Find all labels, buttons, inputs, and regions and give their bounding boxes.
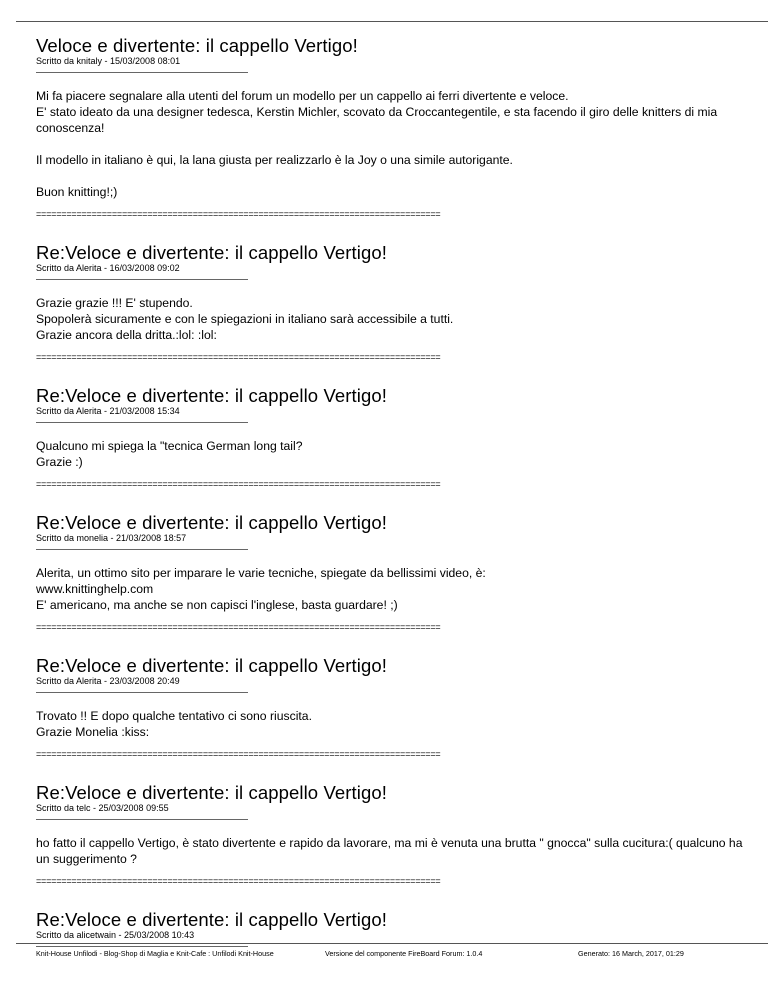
post-paragraph xyxy=(36,88,746,136)
post-line: Il modello in italiano è qui, la lana giusta per realizzarlo è la Joy o una simile autorigante. xyxy=(36,153,513,167)
post-body xyxy=(36,88,746,200)
post-line: E' stato ideato da una designer tedesca, Kerstin Michler, scovato da Croccantegentile, e sta facendo il giro delle knitters di mia conoscenza! xyxy=(36,105,718,135)
post-paragraph xyxy=(36,438,746,470)
post-paragraph xyxy=(36,152,746,168)
post-title: Re:Veloce e divertente: il cappello Vertigo! xyxy=(36,385,387,406)
post-paragraph xyxy=(36,565,746,613)
post-link: www.knittinghelp.com xyxy=(36,582,154,596)
post-line: Qualcuno mi spiega la "tecnica German long tail? xyxy=(36,439,303,453)
post-separator: ================================================================================ xyxy=(36,749,441,759)
post-line: Trovato !! E dopo qualche tentativo ci sono riuscita. xyxy=(36,709,312,723)
post xyxy=(36,783,746,886)
post-body xyxy=(36,438,746,470)
post-separator: ================================================================================ xyxy=(36,479,441,489)
post xyxy=(36,36,746,219)
meta-divider xyxy=(36,819,248,820)
footer-component-version: Versione del componente FireBoard Forum: 1.0.4 xyxy=(325,949,483,958)
post-line: Grazie grazie !!! E' stupendo. xyxy=(36,296,193,310)
post-title: Re:Veloce e divertente: il cappello Vertigo! xyxy=(36,782,387,803)
post-author-date: Scritto da telc - 25/03/2008 09:55 xyxy=(36,803,169,813)
post-title: Re:Veloce e divertente: il cappello Vertigo! xyxy=(36,909,387,930)
footer-divider xyxy=(16,943,768,944)
post-separator: ================================================================================ xyxy=(36,352,441,362)
meta-divider xyxy=(36,946,248,947)
post-separator: ================================================================================ xyxy=(36,622,441,632)
post-line: E' americano, ma anche se non capisci l'inglese, basta guardare! ;) xyxy=(36,598,398,612)
post-title: Re:Veloce e divertente: il cappello Vertigo! xyxy=(36,655,387,676)
post-author-date: Scritto da Alerita - 16/03/2008 09:02 xyxy=(36,263,180,273)
forum-thread xyxy=(36,36,746,947)
post-line: Mi fa piacere segnalare alla utenti del forum un modello per un cappello ai ferri divertente e veloce. xyxy=(36,89,569,103)
footer-site-name: Knit-House Unfilodi - Blog-Shop di Maglia e Knit-Cafe : Unfilodi Knit-House xyxy=(36,949,274,958)
post-author-date: Scritto da knitaly - 15/03/2008 08:01 xyxy=(36,56,181,66)
top-divider xyxy=(16,21,768,22)
post-paragraph xyxy=(36,184,746,200)
meta-divider xyxy=(36,692,248,693)
post-paragraph xyxy=(36,295,746,343)
post-title: Veloce e divertente: il cappello Vertigo! xyxy=(36,35,358,56)
post-body xyxy=(36,708,746,740)
post-line: Spopolerà sicuramente e con le spiegazioni in italiano sarà accessibile a tutti. xyxy=(36,312,454,326)
post-line: Grazie Monelia :kiss: xyxy=(36,725,150,739)
meta-divider xyxy=(36,279,248,280)
post-author-date: Scritto da Alerita - 23/03/2008 20:49 xyxy=(36,676,180,686)
post-paragraph xyxy=(36,835,746,867)
post-paragraph xyxy=(36,708,746,740)
post xyxy=(36,513,746,632)
post-line: Buon knitting!;) xyxy=(36,185,118,199)
post-separator: ================================================================================ xyxy=(36,876,441,886)
post xyxy=(36,656,746,759)
post-separator: ================================================================================ xyxy=(36,209,441,219)
post-author-date: Scritto da Alerita - 21/03/2008 15:34 xyxy=(36,406,180,416)
post-line: Grazie :) xyxy=(36,455,83,469)
post-line: Grazie ancora della dritta.:lol: :lol: xyxy=(36,328,217,342)
post-body xyxy=(36,565,746,613)
meta-divider xyxy=(36,72,248,73)
meta-divider xyxy=(36,422,248,423)
post-author-date: Scritto da alicetwain - 25/03/2008 10:43 xyxy=(36,930,195,940)
post-body xyxy=(36,835,746,867)
post-title: Re:Veloce e divertente: il cappello Vertigo! xyxy=(36,512,387,533)
post-title: Re:Veloce e divertente: il cappello Vertigo! xyxy=(36,242,387,263)
post xyxy=(36,386,746,489)
post xyxy=(36,910,746,947)
post-author-date: Scritto da monelia - 21/03/2008 18:57 xyxy=(36,533,187,543)
footer-generated-date: Generato: 16 March, 2017, 01:29 xyxy=(578,949,684,958)
post xyxy=(36,243,746,362)
post-line: ho fatto il cappello Vertigo, è stato divertente e rapido da lavorare, ma mi è venuta una brutta " gnocca" sulla cucitura:( qualcuno ha un suggerimento ? xyxy=(36,836,743,866)
post-line: Alerita, un ottimo sito per imparare le varie tecniche, spiegate da bellissimi video, è: xyxy=(36,566,486,580)
post-body xyxy=(36,295,746,343)
meta-divider xyxy=(36,549,248,550)
